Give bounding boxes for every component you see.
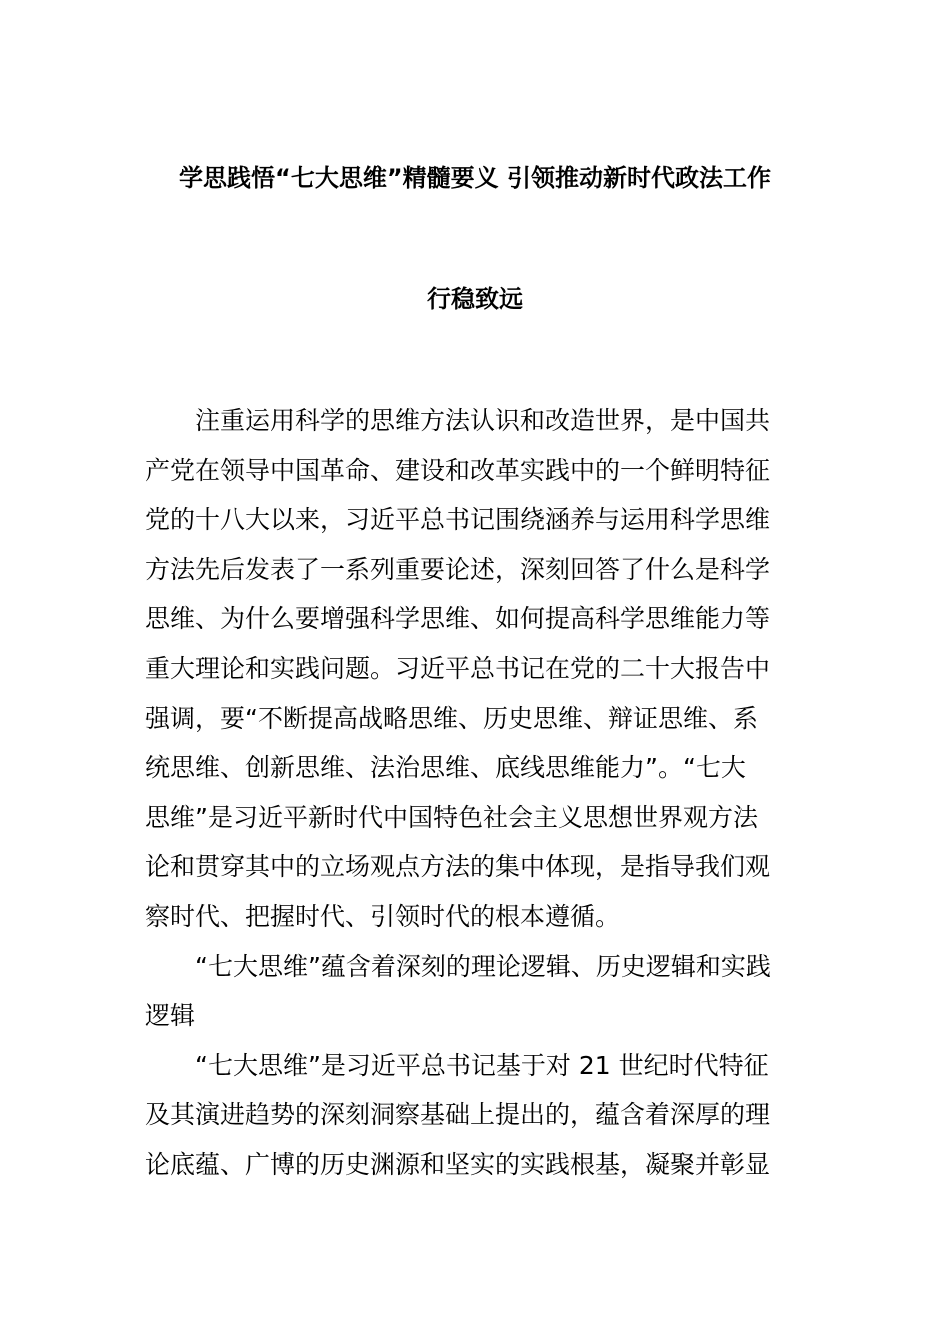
paragraph-line: 思维、为什么要增强科学思维、如何提高科学思维能力等	[145, 604, 771, 634]
paragraph-line: 论底蕴、广博的历史渊源和坚实的实践根基，凝聚并彰显	[145, 1149, 771, 1179]
paragraph-line: 思维”是习近平新时代中国特色社会主义思想世界观方法	[145, 802, 758, 832]
document-subtitle: 行稳致远	[427, 285, 523, 313]
paragraph-line: “七大思维”是习近平总书记基于对 21 世纪时代特征	[195, 1050, 769, 1080]
paragraph-line: 强调，要“不断提高战略思维、历史思维、辩证思维、系	[145, 703, 758, 733]
paragraph-line: 及其演进趋势的深刻洞察基础上提出的，蕴含着深厚的理	[145, 1100, 771, 1130]
document-body	[145, 396, 807, 1190]
document-title: 学思践悟“七大思维”精髓要义 引领推动新时代政法工作	[179, 164, 771, 192]
paragraph-line: 党的十八大以来，习近平总书记围绕涵养与运用科学思维	[145, 505, 771, 535]
section-heading-line: “七大思维”蕴含着深刻的理论逻辑、历史逻辑和实践	[195, 951, 771, 981]
paragraph-line: 论和贯穿其中的立场观点方法的集中体现，是指导我们观	[145, 852, 771, 882]
paragraph-line: 方法先后发表了一系列重要论述，深刻回答了什么是科学	[145, 554, 771, 584]
section-heading-line: 逻辑	[145, 1001, 196, 1031]
paragraph-line: 察时代、把握时代、引领时代的根本遵循。	[145, 901, 621, 931]
paragraph-line: 注重运用科学的思维方法认识和改造世界，是中国共	[195, 406, 771, 435]
paragraph-line: 产党在领导中国革命、建设和改革实践中的一个鲜明特征	[145, 455, 771, 485]
paragraph-line: 统思维、创新思维、法治思维、底线思维能力”。“七大	[145, 753, 746, 783]
paragraph-line: 重大理论和实践问题。习近平总书记在党的二十大报告中	[145, 653, 771, 683]
